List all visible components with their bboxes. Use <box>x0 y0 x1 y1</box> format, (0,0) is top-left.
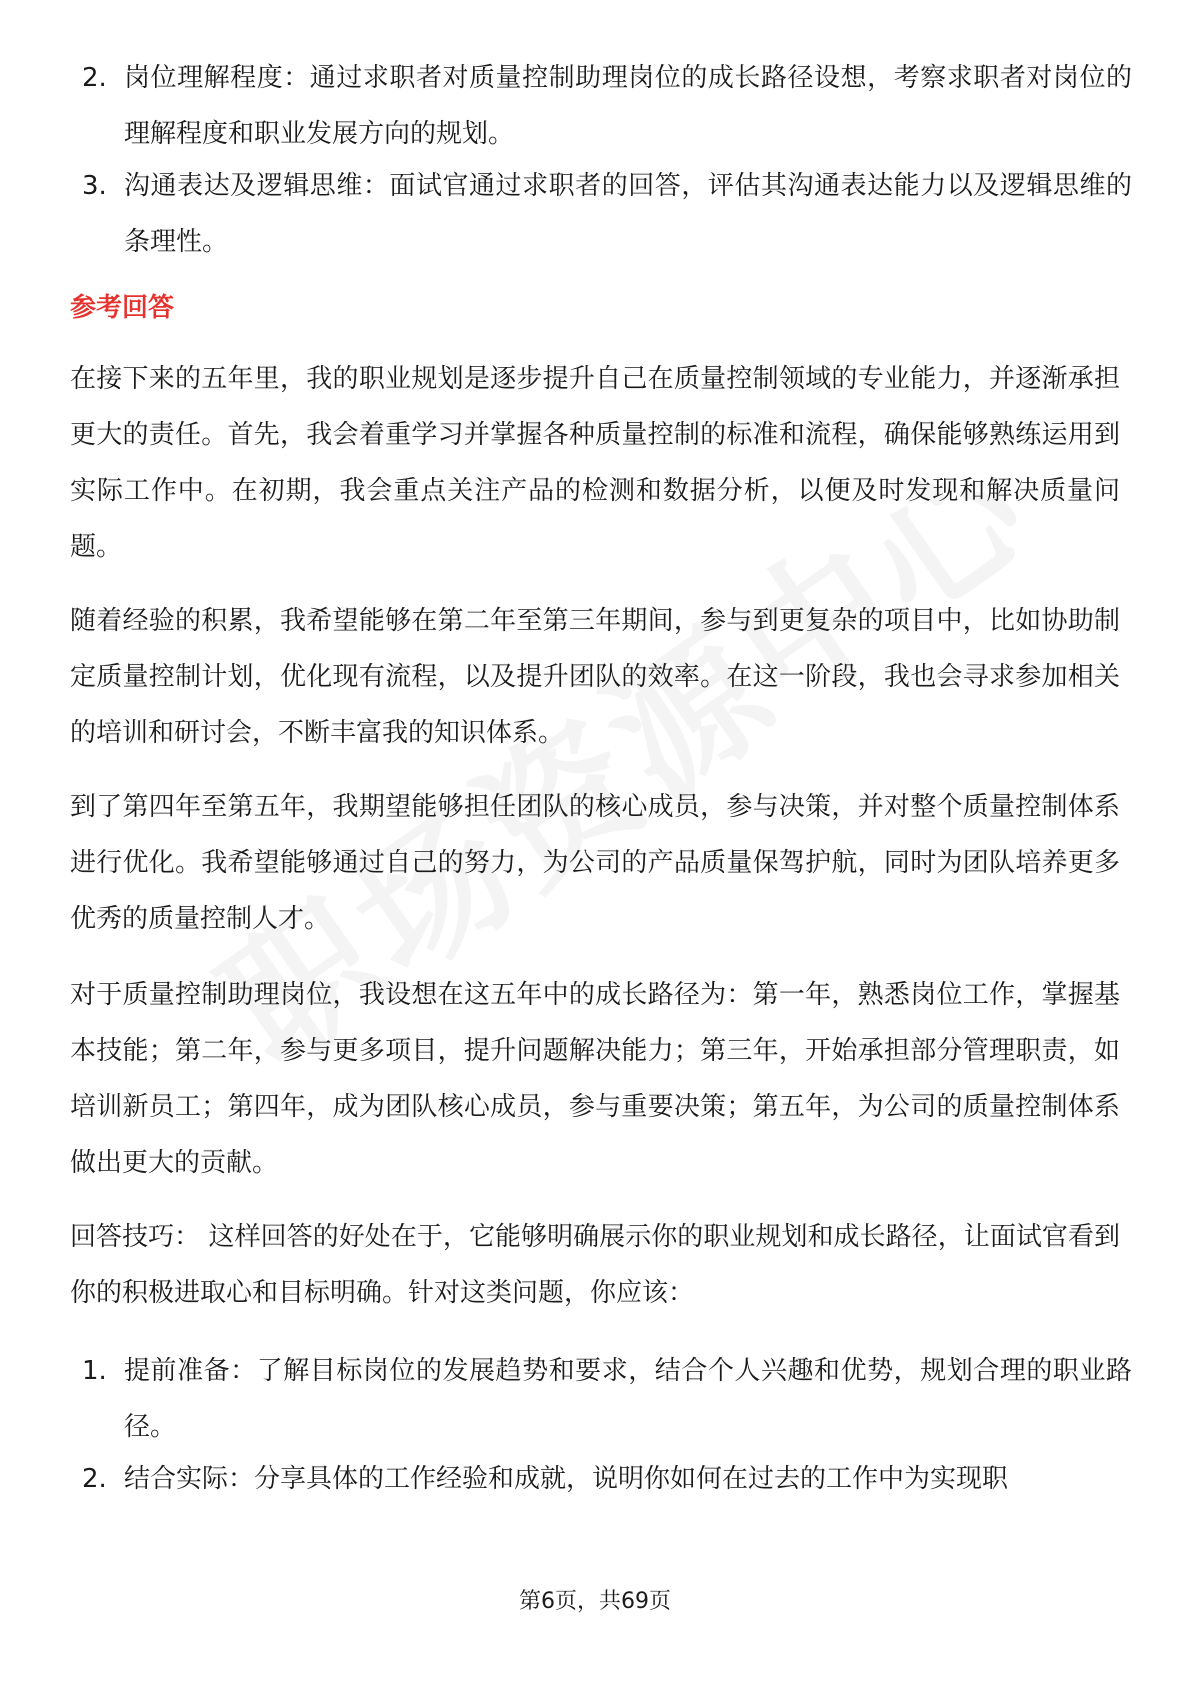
list-text: 岗位理解程度：通过求职者对质量控制助理岗位的成长路径设想，考察求职者对岗位的理解程度和职业发展方向的规划。 <box>124 63 1132 149</box>
list-number: 3. <box>82 171 107 201</box>
list-number: 2. <box>82 1464 107 1494</box>
section-heading: 参考回答 <box>70 293 175 323</box>
list-number: 2. <box>82 63 107 93</box>
page-number: 第6页，共69页 <box>519 1589 671 1614</box>
list-text: 沟通表达及逻辑思维：面试官通过求职者的回答，评估其沟通表达能力以及逻辑思维的条理性。 <box>124 171 1132 257</box>
paragraph: 对于质量控制助理岗位，我设想在这五年中的成长路径为：第一年，熟悉岗位工作，掌握基本技能；第二年，参与更多项目，提升问题解决能力；第三年，开始承担部分管理职责，如培训新员工；第四年，成为团队核心成员，参与重要决策；第五年，为公司的质量控制体系做出更大的贡献。 <box>70 980 1120 1178</box>
list-item <box>82 158 1132 270</box>
paragraph: 在接下来的五年里，我的职业规划是逐步提升自己在质量控制领域的专业能力，并逐渐承担更大的责任。首先，我会着重学习并掌握各种质量控制的标准和流程，确保能够熟练运用到实际工作中。在初期，我会重点关注产品的检测和数据分析，以便及时发现和解决质量问题。 <box>70 364 1120 562</box>
list-text: 结合实际：分享具体的工作经验和成就，说明你如何在过去的工作中为实现职 <box>124 1464 1009 1494</box>
list-item <box>82 50 1132 162</box>
paragraph: 到了第四年至第五年，我期望能够担任团队的核心成员，参与决策，并对整个质量控制体系进行优化。我希望能够通过自己的努力，为公司的产品质量保驾护航，同时为团队培养更多优秀的质量控制人才。 <box>70 792 1120 934</box>
list-item <box>82 1451 1132 1507</box>
paragraph: 随着经验的积累，我希望能够在第二年至第三年期间，参与到更复杂的项目中，比如协助制定质量控制计划，优化现有流程，以及提升团队的效率。在这一阶段，我也会寻求参加相关的培训和研讨会，不断丰富我的知识体系。 <box>70 606 1120 748</box>
list-text: 提前准备：了解目标岗位的发展趋势和要求，结合个人兴趣和优势，规划合理的职业路径。 <box>124 1356 1132 1442</box>
list-item <box>82 1343 1132 1455</box>
list-number: 1. <box>82 1356 107 1386</box>
paragraph: 回答技巧： 这样回答的好处在于，它能够明确展示你的职业规划和成长路径，让面试官看到你的积极进取心和目标明确。针对这类问题，你应该： <box>70 1222 1120 1308</box>
